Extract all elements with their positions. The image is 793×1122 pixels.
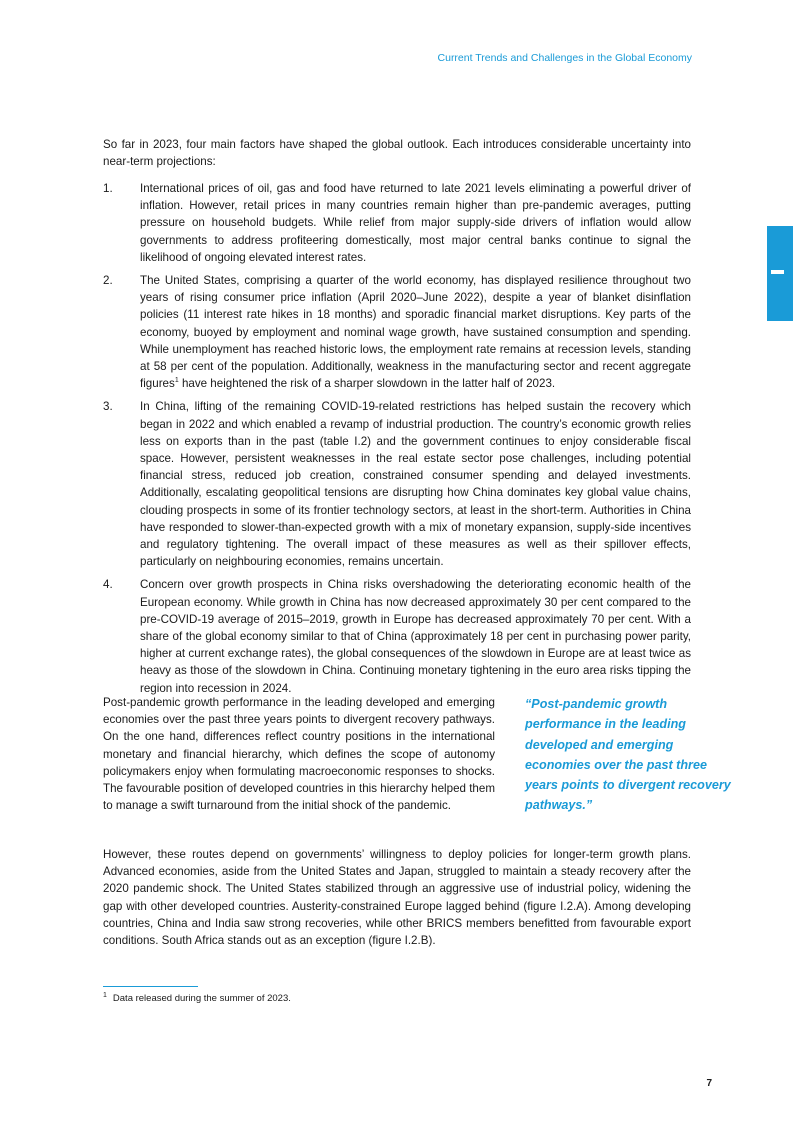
footnote-reference: 1 xyxy=(174,377,179,385)
running-header: Current Trends and Challenges in the Global Economy xyxy=(437,52,692,64)
list-item-number: 1. xyxy=(103,182,113,195)
list-item xyxy=(103,576,691,696)
list-item-text-continued: have heightened the risk of a sharper slowdown in the latter half of 2023. xyxy=(178,377,556,391)
footnote-text: Data released during the summer of 2023. xyxy=(112,993,291,1004)
factors-list xyxy=(103,180,691,703)
chapter-side-tab-label xyxy=(771,270,784,274)
chapter-side-tab xyxy=(767,226,793,321)
list-item xyxy=(103,180,691,266)
post-pandemic-paragraph: Post-pandemic growth performance in the leading developed and emerging economies over the past three years points to divergent recovery pathways. On the one hand, differences reflect country positions in the international monetary and financial hierarchy, which defines the scope of autonomy policymakers enjoy when formulating macroeconomic responses to shocks. The favourable position of developed countries in this hierarchy helped them to manage a swift turnaround from the initial shock of the pandemic. xyxy=(103,696,495,813)
footnote-mark: 1 xyxy=(103,991,107,999)
footnote-divider xyxy=(103,986,198,987)
list-item-number: 3. xyxy=(103,400,113,414)
list-item-text: In China, lifting of the remaining COVID-19-related restrictions has helped sustain the recovery which began in 2022 and which enabled a revamp of industrial production. The country’s economic growth relies less on exports than in the past (table I.2) and the government continues to enjoy considerable fiscal space. However, persistent weaknesses in the real estate sector pose challenges, including potential financial stress, reduced job creation, constrained consumer spending and delayed investments. Additionally, escalating geopolitical tensions are disrupting how China dominates key global value chains, clouding prospects in some of its frontier technology sectors, at least in the short-term. Authorities in China have responded to slower-than-expected growth with a mix of monetary expansion, supply-side incentives and regulatory tightening. The overall impact of these measures as well as their spillover effects, particularly on neighbouring economies, remains uncertain. xyxy=(140,400,691,569)
footnote xyxy=(103,993,291,1004)
list-item-text: Concern over growth prospects in China risks overshadowing the deteriorating economic health of the European economy. While growth in China has now decreased approximately 30 per cent compared to the pre-COVID-19 average of 2015–2019, growth in Europe has decreased approximately 70 per cent. With a share of the global economy similar to that of China (approximately 18 per cent in purchasing power parity, higher at current exchange rates), the global consequences of the slowdown in Europe are at least twice as heavy as those of the slowdown in China. Continuing monetary tightening in the euro area risks tipping the region into recession in 2024. xyxy=(140,578,691,695)
list-item-text: International prices of oil, gas and food have returned to late 2021 levels eliminating a powerful driver of inflation. However, retail prices in many countries remain higher than pre-pandemic averages, putting pressure on household budgets. While relief from major supply-side drivers of inflation would allow governments to address profiteering domestically, most major central banks continue to signal the likelihood of ongoing elevated interest rates. xyxy=(140,182,691,264)
intro-paragraph: So far in 2023, four main factors have shaped the global outlook. Each introduces considerable uncertainty into near-term projections: xyxy=(103,138,691,169)
closing-paragraph: However, these routes depend on governments’ willingness to deploy policies for longer-term growth plans. Advanced economies, aside from the United States and Japan, struggled to maintain a steady recovery after the 2020 pandemic shock. The United States stabilized through an aggressive use of industrial policy, widening the gap with other developed countries. Austerity-constrained Europe lagged behind (figure I.2.A). Among developing countries, China and India saw strong recoveries, while other BRICS members benefitted from favourable export conditions. South Africa stands out as an exception (figure I.2.B). xyxy=(103,848,691,948)
list-item xyxy=(103,272,691,392)
list-item-number: 4. xyxy=(103,578,113,592)
list-item-number: 2. xyxy=(103,274,113,288)
list-item-text: The United States, comprising a quarter of the world economy, has displayed resilience throughout two years of rising consumer price inflation (April 2020–June 2022), despite a year of blanket disinflation policies (11 interest rate hikes in 18 months) and sporadic financial market disruptions. Key parts of the economy, buoyed by employment and nominal wage growth, have sustained consumption and spending. While unemployment has reached historic lows, the employment rate remains at recession levels, standing at 58 per cent of the population. Additionally, weakness in the manufacturing sector and recent aggregate figures xyxy=(140,274,691,391)
list-item xyxy=(103,398,691,570)
pull-quote: “Post-pandemic growth performance in the leading developed and emerging economies over the past three years points to divergent recovery pathways.” xyxy=(525,697,731,813)
page-number: 7 xyxy=(706,1078,712,1089)
